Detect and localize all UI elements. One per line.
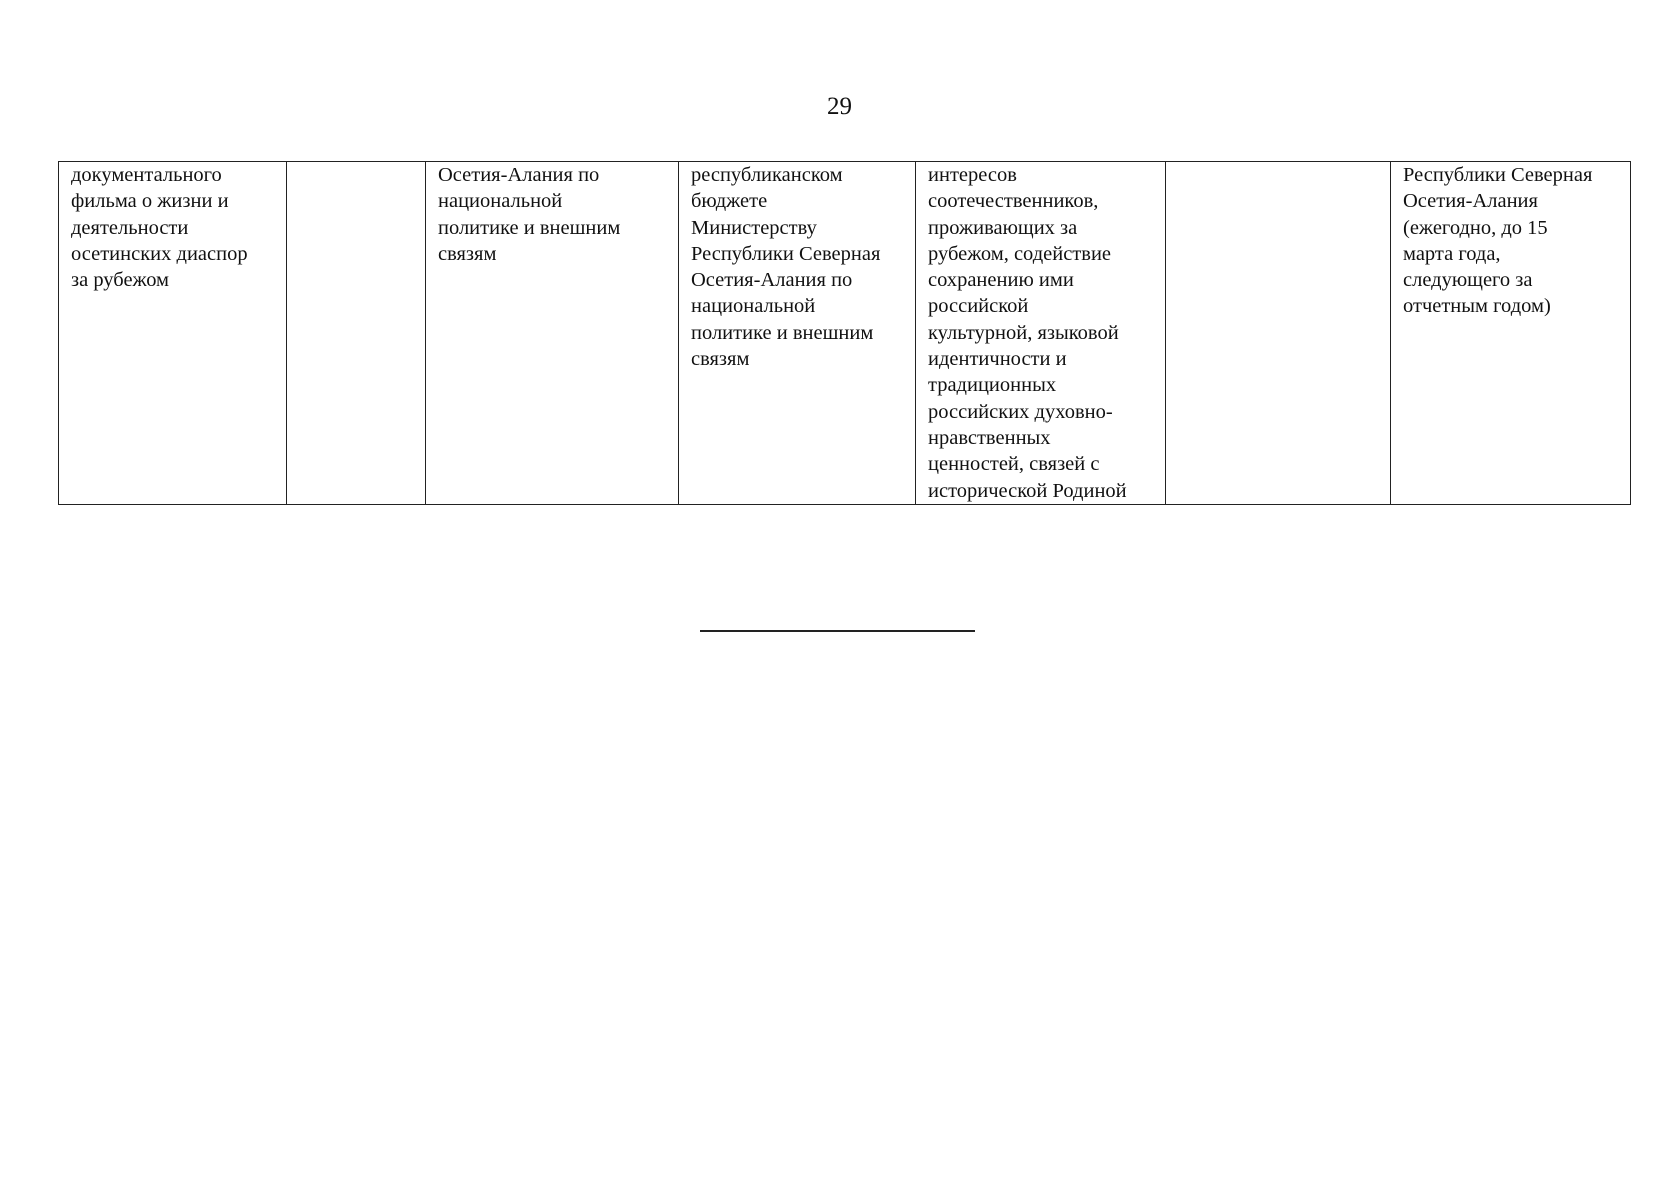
document-table: [58, 161, 1631, 505]
table-cell-empty: [287, 162, 426, 505]
table-row: [59, 162, 1631, 505]
table-cell-empty: [1166, 162, 1391, 505]
table-cell-funding: республиканском бюджете Министерству Республики Северная Осетия-Алания по национальной политике и внешним связям: [679, 162, 916, 505]
table-cell-event-name: документального фильма о жизни и деятельности осетинских диаспор за рубежом: [59, 162, 287, 505]
end-of-document-rule: [700, 630, 975, 632]
table-cell-reporting: Республики Северная Осетия-Алания (ежегодно, до 15 марта года, следующего за отчетным годом): [1391, 162, 1631, 505]
table-cell-goal: интересов соотечественников, проживающих за рубежом, содействие сохранению ими российской культурной, языковой идентичности и традиционных российских духовно- нравственных ценностей, связей с исторической Родиной: [916, 162, 1166, 505]
table-cell-responsible: Осетия-Алания по национальной политике и внешним связям: [426, 162, 679, 505]
page-number: 29: [827, 93, 852, 120]
